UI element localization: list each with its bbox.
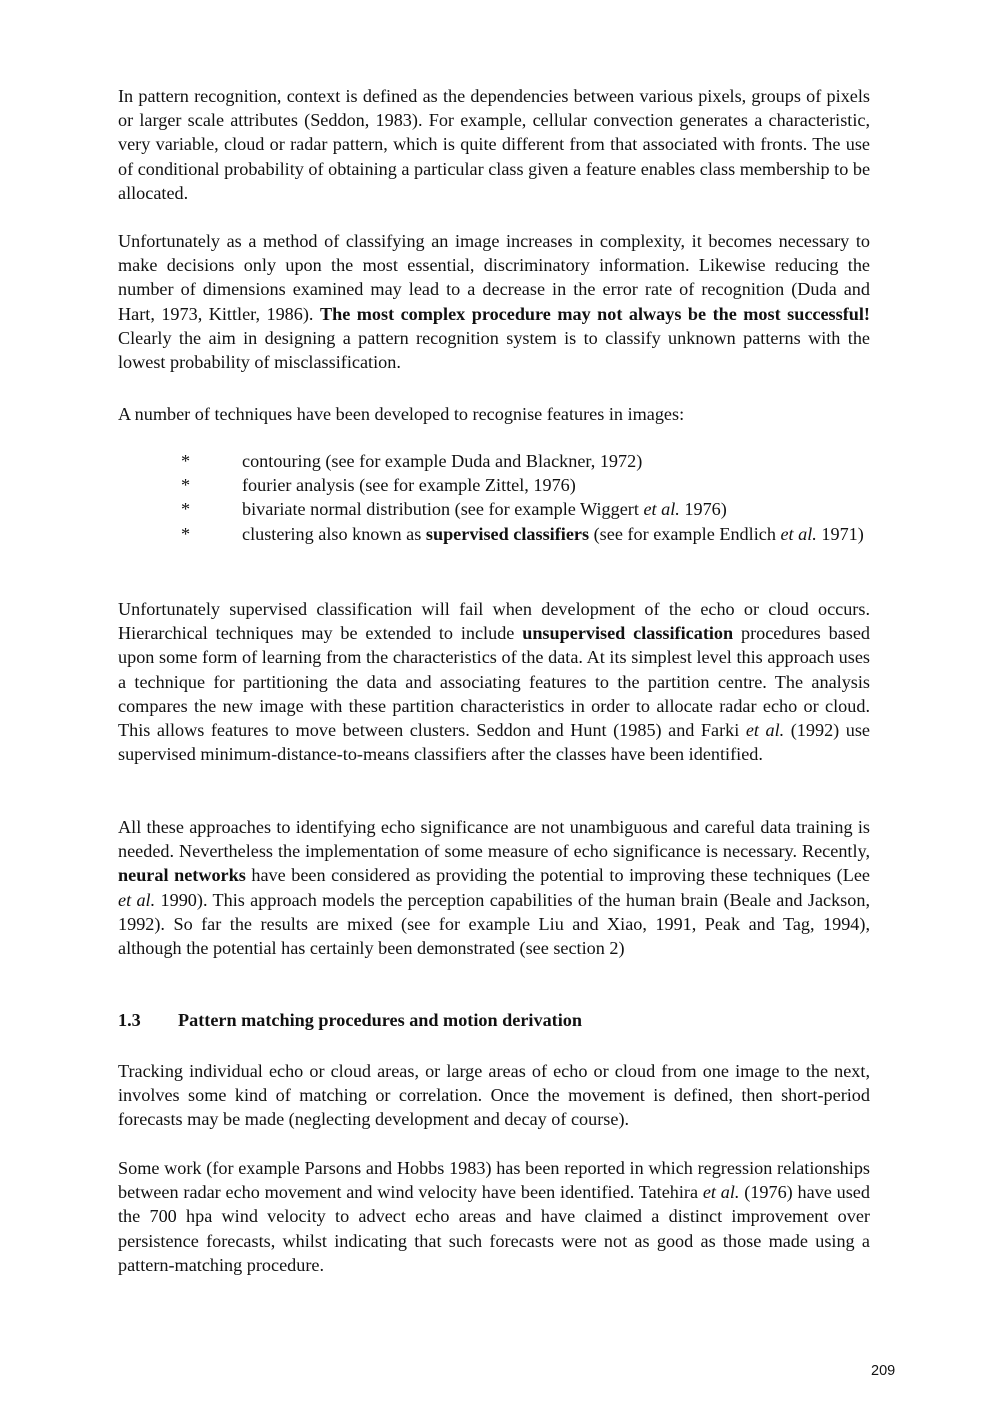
section-number: 1.3 <box>118 1010 141 1030</box>
asterisk-bullet-icon: * <box>181 475 191 496</box>
paragraph-regression: Some work (for example Parsons and Hobbs 1983) has been reported in which regression relationships between radar echo movement and wind velocity have been identified. Tatehira et al. (1976) have used the 700 hpa wind velocity to advect echo areas and have claimed a distinct improvement over persistence forecasts, whilst indicating that such forecasts were not as good as those made using a pattern-matching procedure. <box>118 1158 870 1275</box>
paragraph-unsupervised: Unfortunately supervised classification will fail when development of the echo or cloud occurs. Hierarchical techniques may be extended to include unsupervised classification procedures based upon some form of learning from the characteristics of the data. At its simplest level this approach uses a technique for partitioning the data and associating features to the partition centre. The analysis compares the new image with these partition characteristics in order to allocate radar echo or cloud. This allows features to move between clusters. Seddon and Hunt (1985) and Farki et al. (1992) use supervised minimum-distance-to-means classifiers after the classes have been identified. <box>118 599 870 765</box>
paragraph-tracking: Tracking individual echo or cloud areas, or large areas of echo or cloud from one image to the next, involves some kind of matching or correlation. Once the movement is defined, then short-period forecasts may be made (neglecting development and decay of course). <box>118 1061 870 1130</box>
page-number: 209 <box>871 1363 896 1379</box>
list-item: * clustering also known as supervised classifiers (see for example Endlich et al. 1971) <box>118 522 870 546</box>
techniques-list <box>118 449 870 546</box>
section-heading <box>118 1010 582 1031</box>
list-item: * bivariate normal distribution (see for example Wiggert et al. 1976) <box>118 497 870 521</box>
paragraph-neural-networks: All these approaches to identifying echo significance are not unambiguous and careful data training is needed. Nevertheless the implementation of some measure of echo significance is necessary. Recently, neural networks have been considered as providing the potential to improving these techniques (Lee et al. 1990). This approach models the perception capabilities of the human brain (Beale and Jackson, 1992). So far the results are mixed (see for example Liu and Xiao, 1991, Peak and Tag, 1994), although the potential has certainly been demonstrated (see section 2) <box>118 817 870 959</box>
list-item: * fourier analysis (see for example Zittel, 1976) <box>118 473 870 497</box>
paragraph-complexity: Unfortunately as a method of classifying an image increases in complexity, it becomes necessary to make decisions only upon the most essential, discriminatory information. Likewise reducing the number of dimensions examined may lead to a decrease in the error rate of recognition (Duda and Hart, 1973, Kittler, 1986). The most complex procedure may not always be the most successful! Clearly the aim in designing a pattern recognition system is to classify unknown patterns with the lowest probability of misclassification. <box>118 231 870 373</box>
asterisk-bullet-icon: * <box>181 499 191 520</box>
paragraph-techniques-intro: A number of techniques have been developed to recognise features in images: <box>118 404 685 424</box>
paragraph-context: In pattern recognition, context is defined as the dependencies between various pixels, groups of pixels or larger scale attributes (Seddon, 1983). For example, cellular convection generates a characteristic, very variable, cloud or radar pattern, which is quite different from that associated with fronts. The use of conditional probability of obtaining a particular class given a feature enables class membership to be allocated. <box>118 86 871 203</box>
asterisk-bullet-icon: * <box>181 451 191 471</box>
section-title: Pattern matching procedures and motion derivation <box>178 1010 582 1030</box>
list-item: * contouring (see for example Duda and Blackner, 1972) <box>118 449 870 473</box>
asterisk-bullet-icon: * <box>181 523 191 544</box>
emphasis-text: The most complex procedure may not always be the most successful! <box>319 303 870 324</box>
